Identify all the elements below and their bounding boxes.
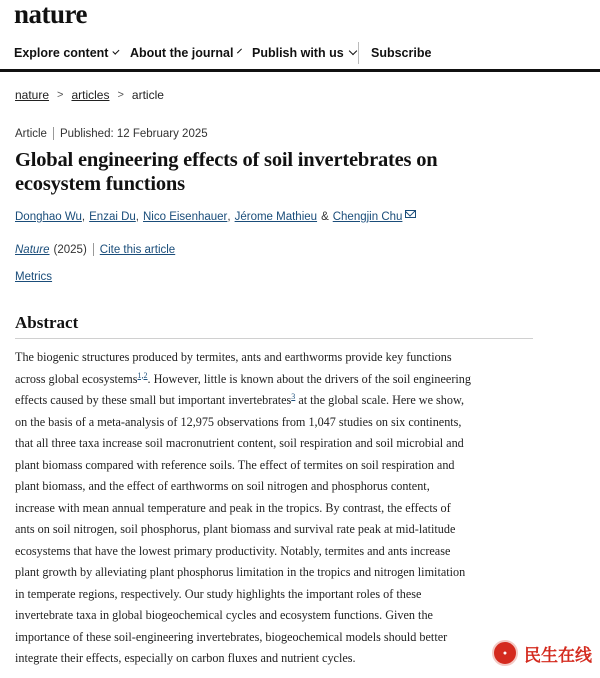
abstract-line: plant biomass, and the effect of earthworms on soil nitrogen and phosphorus content, — [15, 479, 430, 493]
article-type: Article — [15, 127, 47, 140]
journal-divider — [93, 243, 94, 256]
abstract-text — [15, 347, 540, 670]
abstract-line — [15, 369, 540, 391]
email-icon[interactable] — [405, 210, 416, 218]
abstract-line: The biogenic structures produced by termites, ants and earthworms provide key functions — [15, 350, 452, 364]
published-date: Published: 12 February 2025 — [59, 127, 208, 140]
main-nav — [0, 36, 600, 72]
author-list: Donghao Wu , Enzai Du , Nico Eisenhauer , Jérome Mathieu & Chengjin Chu — [15, 211, 416, 223]
nav-explore-label: Explore content — [14, 45, 109, 60]
author-link[interactable]: Nico Eisenhauer — [143, 211, 228, 223]
abstract-line: increase with mean annual temperature and peak in the tropics. By contrast, the effects of — [15, 500, 451, 515]
abstract-heading: Abstract — [15, 313, 79, 332]
abstract-fragment: across global ecosystems — [15, 371, 138, 386]
abstract-line: on the basis of a meta-analysis of 12,975 observations from 1,047 studies on six continents, — [15, 414, 462, 429]
author-ampersand: & — [321, 211, 329, 223]
chevron-right-icon: > — [117, 89, 124, 101]
nav-about-journal[interactable] — [118, 46, 240, 60]
abstract-fragment: at the global scale. Here we show, — [295, 393, 465, 407]
breadcrumb-current: article — [131, 88, 164, 102]
author-link[interactable]: Donghao Wu — [15, 211, 82, 223]
journal-year: (2025) — [53, 243, 87, 256]
watermark-logo-icon: ● — [492, 640, 518, 666]
meta-divider — [53, 127, 54, 140]
metrics-link[interactable]: Metrics — [15, 271, 53, 283]
nature-logo[interactable]: nature — [14, 0, 88, 29]
author-link[interactable]: Chengjin Chu — [332, 211, 403, 223]
breadcrumb — [15, 88, 164, 102]
abstract-line: ecosystems that have the lowest primary productivity. Notably, termites and ants increase — [15, 543, 451, 558]
author-link[interactable]: Enzai Du — [89, 211, 136, 223]
abstract-line: ants on soil nitrogen, soil phosphorus, plant biomass and survival rate peak at mid-latitude — [15, 522, 456, 536]
abstract-line: importance of these soil-engineering invertebrates, biogeochemical models should better — [15, 629, 448, 644]
article-title — [15, 148, 535, 196]
reference-link[interactable]: 3 — [291, 392, 296, 401]
cite-article-link[interactable]: Cite this article — [99, 243, 176, 256]
breadcrumb-nature-link[interactable]: nature — [15, 88, 50, 102]
abstract-line: in temperate regions, respectively. Our study highlights the important roles of these — [15, 586, 422, 601]
nav-about-label: About the journal — [130, 45, 234, 60]
reference-link[interactable]: 1,2 — [137, 370, 148, 380]
author-link[interactable]: Jérome Mathieu — [234, 211, 318, 223]
abstract-line: integrate their effects, especially on carbon fluxes and nutrient cycles. — [15, 651, 356, 665]
watermark-text: 民生在线 — [524, 645, 592, 666]
abstract-fragment: . However, little is known about the drivers of the soil engineering — [147, 371, 471, 386]
watermark — [492, 640, 592, 666]
nav-subscribe[interactable] — [359, 46, 431, 60]
abstract-fragment: effects caused by these small but important invertebrates — [15, 393, 292, 407]
abstract-line — [15, 390, 540, 412]
article-meta — [15, 127, 208, 140]
nav-publish-with-us[interactable] — [240, 46, 356, 60]
abstract-line: plant biomass compared with reference soils. The effect of termites on soil respiration and — [15, 457, 455, 472]
journal-name-link[interactable]: Nature — [15, 243, 50, 256]
abstract-line: plant growth by alleviating plant phosphorus limitation in the tropics and nitrogen limitation — [15, 565, 466, 579]
nav-explore-content[interactable] — [0, 46, 118, 60]
journal-citation — [15, 243, 175, 256]
title-line-2: ecosystem functions — [15, 173, 185, 195]
chevron-down-icon — [348, 46, 356, 54]
nav-publish-label: Publish with us — [252, 45, 344, 60]
breadcrumb-articles-link[interactable]: articles — [71, 88, 110, 102]
chevron-right-icon: > — [57, 89, 64, 101]
abstract-line: invertebrate taxa in global biogeochemical cycles and ecosystem functions. Given the — [15, 608, 433, 622]
title-line-1: Global engineering effects of soil invertebrates on — [15, 149, 438, 171]
nav-subscribe-label: Subscribe — [371, 45, 432, 60]
abstract-divider — [15, 338, 533, 339]
abstract-line: that all three taxa increase soil macronutrient content, soil respiration and soil microbial and — [15, 436, 464, 450]
